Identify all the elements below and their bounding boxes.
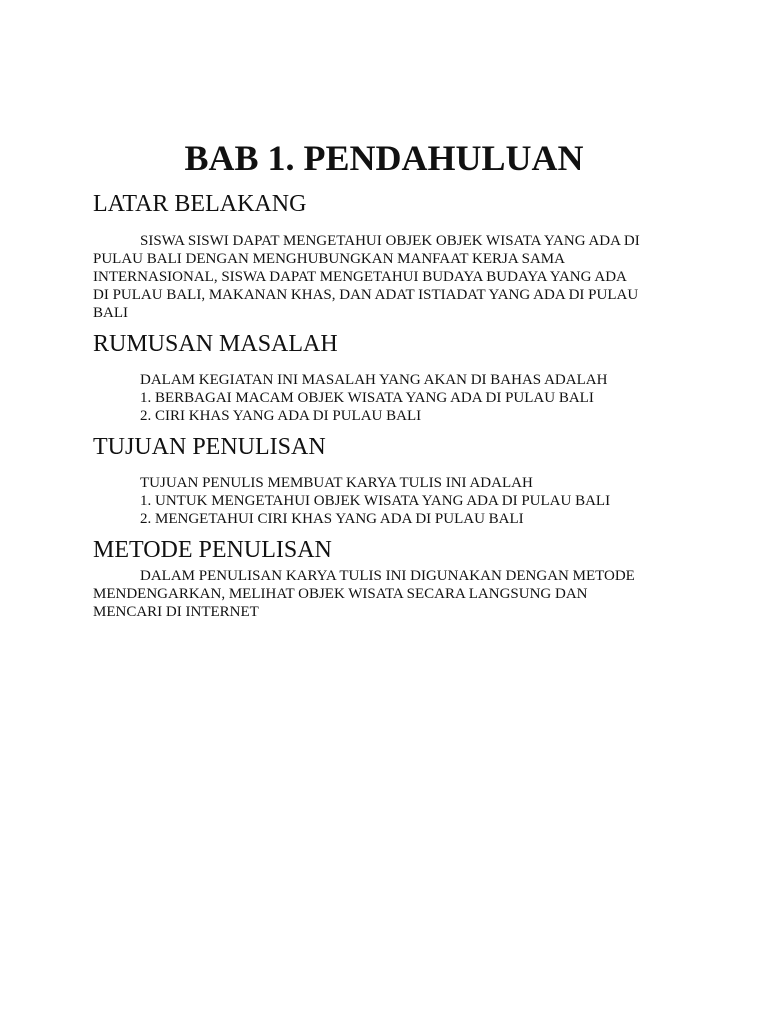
- list-item: 2. CIRI KHAS YANG ADA DI PULAU BALI: [140, 408, 422, 424]
- section-heading-rumusan-masalah: RUMUSAN MASALAH: [93, 331, 338, 357]
- list-item: 2. MENGETAHUI CIRI KHAS YANG ADA DI PULAU BALI: [140, 511, 524, 527]
- section-body-latar-belakang: [93, 232, 640, 322]
- body-line: BALI: [93, 305, 128, 321]
- body-line: DALAM PENULISAN KARYA TULIS INI DIGUNAKAN DENGAN METODE: [140, 568, 635, 584]
- section-heading-metode-penulisan: METODE PENULISAN: [93, 537, 332, 563]
- body-line: SISWA SISWI DAPAT MENGETAHUI OBJEK OBJEK WISATA YANG ADA DI: [140, 233, 640, 249]
- section-body-metode-penulisan: [93, 567, 635, 621]
- body-line: TUJUAN PENULIS MEMBUAT KARYA TULIS INI ADALAH: [140, 475, 533, 491]
- body-line: INTERNASIONAL, SISWA DAPAT MENGETAHUI BUDAYA BUDAYA YANG ADA: [93, 269, 627, 285]
- body-line: DI PULAU BALI, MAKANAN KHAS, DAN ADAT ISTIADAT YANG ADA DI PULAU: [93, 287, 639, 303]
- section-body-tujuan-penulisan: [93, 474, 610, 528]
- section-heading-tujuan-penulisan: TUJUAN PENULISAN: [93, 434, 326, 460]
- chapter-title: BAB 1. PENDAHULUAN: [184, 138, 584, 178]
- body-line: PULAU BALI DENGAN MENGHUBUNGKAN MANFAAT KERJA SAMA: [93, 251, 565, 267]
- list-item: 1. UNTUK MENGETAHUI OBJEK WISATA YANG ADA DI PULAU BALI: [140, 493, 611, 509]
- body-line: DALAM KEGIATAN INI MASALAH YANG AKAN DI BAHAS ADALAH: [140, 372, 608, 388]
- list-item: 1. BERBAGAI MACAM OBJEK WISATA YANG ADA DI PULAU BALI: [140, 390, 594, 406]
- body-line: MENDENGARKAN, MELIHAT OBJEK WISATA SECARA LANGSUNG DAN: [93, 586, 588, 602]
- body-line: MENCARI DI INTERNET: [93, 604, 259, 620]
- section-heading-latar-belakang: LATAR BELAKANG: [93, 191, 307, 217]
- section-body-rumusan-masalah: [93, 371, 607, 425]
